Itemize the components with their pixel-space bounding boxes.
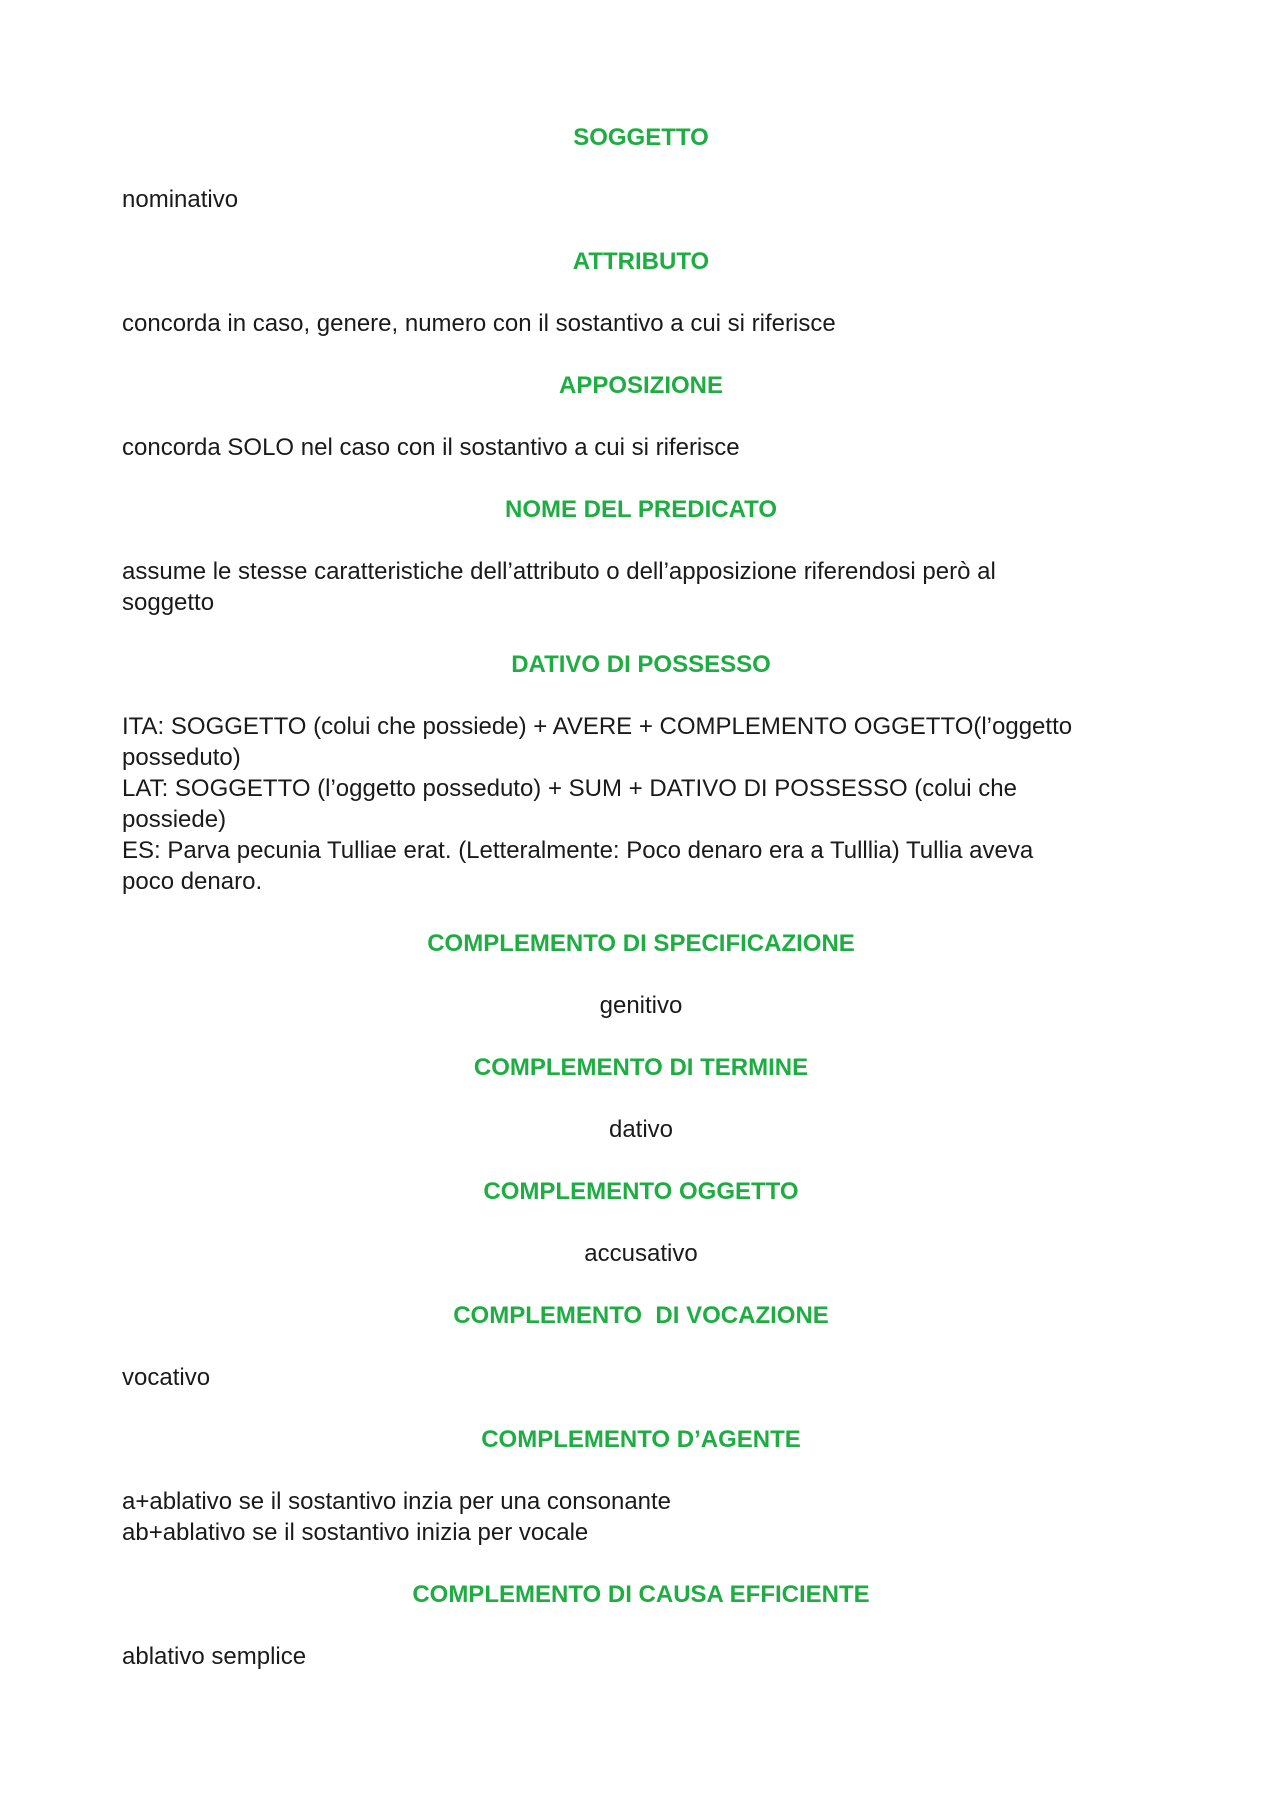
section-heading-dativo-di-possesso: DATIVO DI POSSESSO (511, 651, 771, 678)
section-heading-complemento-di-specificazione: COMPLEMENTO DI SPECIFICAZIONE (427, 930, 855, 957)
section-heading-attributo: ATTRIBUTO (572, 248, 710, 275)
body-line: ES: Parva pecunia Tulliae erat. (Letteralmente: Poco denaro era a Tulllia) Tullia aveva (122, 837, 1034, 864)
section-body-attributo (122, 308, 1160, 339)
body-line: ab+ablativo se il sostantivo inizia per vocale (122, 1519, 589, 1546)
body-line: LAT: SOGGETTO (l’oggetto posseduto) + SUM + DATIVO DI POSSESSO (colui che (122, 775, 1017, 802)
section-heading-apposizione: APPOSIZIONE (558, 372, 724, 399)
body-line: dativo (608, 1116, 674, 1143)
body-line: poco denaro. (122, 868, 263, 895)
section-heading-complemento-di-vocazione: COMPLEMENTO DI VOCAZIONE (453, 1302, 829, 1329)
body-line: accusativo (584, 1240, 698, 1267)
section-body-complemento-di-causa-efficiente (122, 1641, 1160, 1672)
section-heading-complemento-di-causa-efficiente: COMPLEMENTO DI CAUSA EFFICIENTE (412, 1581, 870, 1608)
body-line: nominativo (122, 186, 239, 213)
section-body-complemento-oggetto (122, 1238, 1160, 1269)
body-line: concorda SOLO nel caso con il sostantivo a cui si riferisce (122, 434, 740, 461)
body-line: possiede) (122, 806, 227, 833)
body-line: soggetto (122, 589, 215, 616)
section-body-soggetto (122, 184, 1160, 215)
section-body-apposizione (122, 432, 1160, 463)
section-body-nome-del-predicato (122, 556, 1160, 618)
section-body-complemento-di-termine (122, 1114, 1160, 1145)
section-body-dativo-di-possesso (122, 711, 1160, 897)
section-body-complemento-d-agente (122, 1486, 1160, 1548)
section-heading-nome-del-predicato: NOME DEL PREDICATO (504, 496, 778, 523)
section-heading-complemento-oggetto: COMPLEMENTO OGGETTO (483, 1178, 799, 1205)
body-line: a+ablativo se il sostantivo inzia per una consonante (122, 1488, 672, 1515)
section-heading-complemento-di-termine: COMPLEMENTO DI TERMINE (473, 1054, 809, 1081)
section-body-complemento-di-vocazione (122, 1362, 1160, 1393)
section-body-complemento-di-specificazione (122, 990, 1160, 1021)
body-line: ablativo semplice (122, 1643, 307, 1670)
body-line: vocativo (122, 1364, 211, 1391)
body-line: ITA: SOGGETTO (colui che possiede) + AVERE + COMPLEMENTO OGGETTO(l’oggetto (122, 713, 1073, 740)
body-line: assume le stesse caratteristiche dell’attributo o dell’apposizione riferendosi però al (122, 558, 996, 585)
section-heading-soggetto: SOGGETTO (573, 124, 709, 151)
body-line: posseduto) (122, 744, 241, 771)
body-line: genitivo (599, 992, 683, 1019)
section-heading-complemento-d-agente: COMPLEMENTO D’AGENTE (481, 1426, 801, 1453)
body-line: concorda in caso, genere, numero con il sostantivo a cui si riferisce (122, 310, 836, 337)
